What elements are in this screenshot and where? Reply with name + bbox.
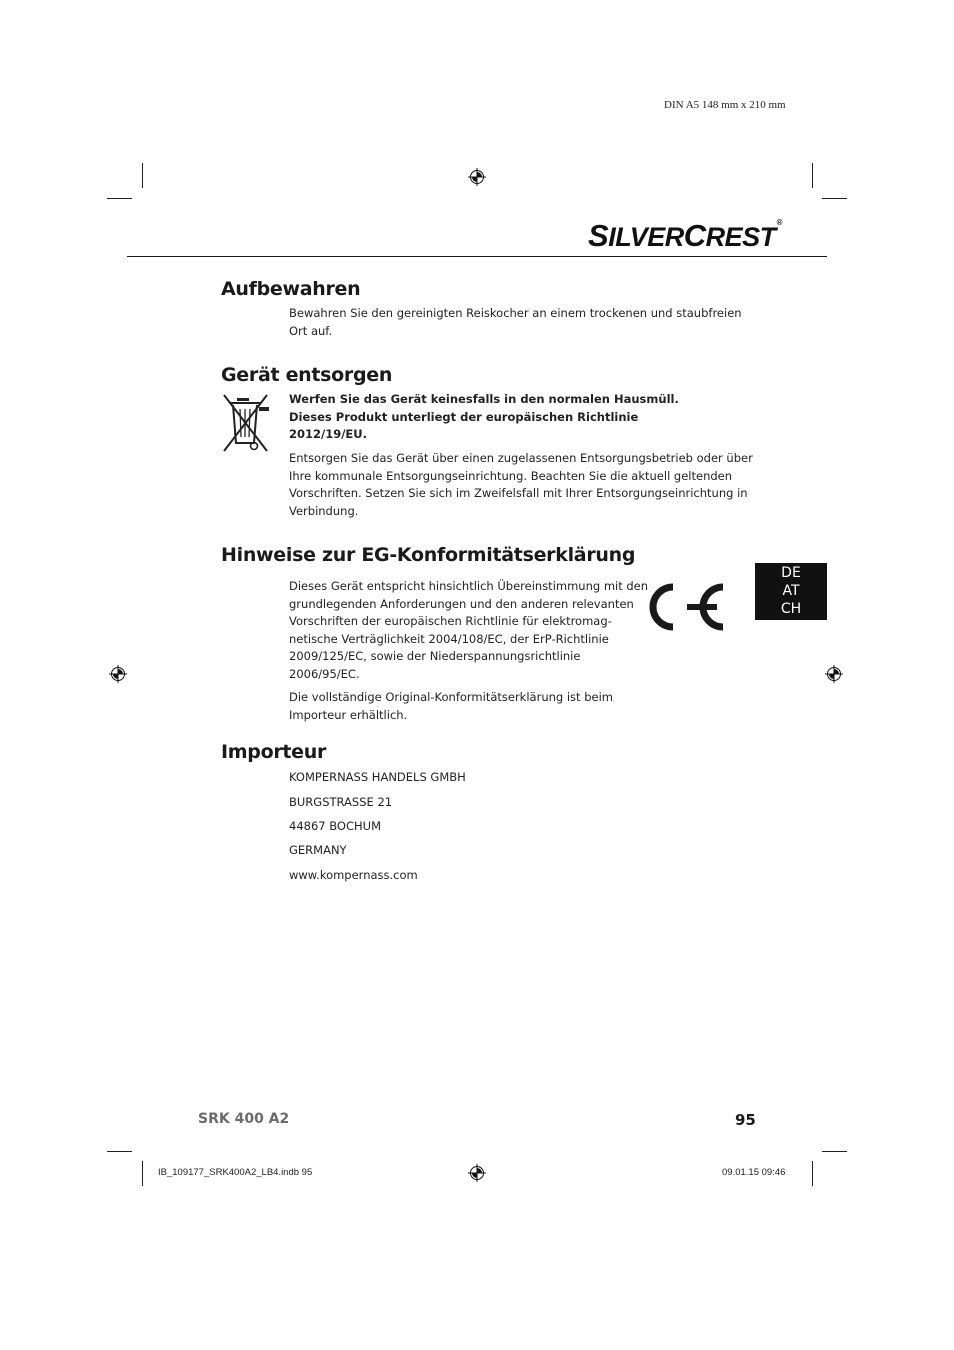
model-number: SRK 400 A2 bbox=[198, 1111, 290, 1127]
importer-name: KOMPERNASS HANDELS GMBH bbox=[289, 770, 466, 784]
page-number: 95 bbox=[735, 1111, 756, 1129]
crop-mark bbox=[107, 1151, 132, 1152]
crop-mark bbox=[107, 198, 132, 199]
crop-mark bbox=[812, 1161, 813, 1186]
slug-date-info: 09.01.15 09:46 bbox=[722, 1167, 786, 1178]
crop-mark bbox=[812, 163, 813, 188]
brand-logo: SILVERCREST® bbox=[588, 218, 783, 253]
registration-mark-icon bbox=[825, 665, 843, 683]
storage-text: Bewahren Sie den gereinigten Reiskocher an einem trockenen und staubfreien Ort auf. bbox=[289, 306, 742, 338]
crossed-out-wheelie-bin-icon bbox=[221, 393, 273, 453]
crop-mark bbox=[822, 1151, 847, 1152]
print-format-label: DIN A5 148 mm x 210 mm bbox=[664, 99, 786, 111]
section-heading-conformity: Hinweise zur EG-Konformitätserklärung bbox=[221, 544, 636, 566]
crop-mark bbox=[142, 163, 143, 188]
disposal-text: Entsorgen Sie das Gerät über einen zugelassenen Entsorgungsbetrieb oder über Ihre kommunale Entsorgungseinrichtung. Beachten Sie die aktuell geltenden Vorschriften. Setzen Sie sich im Zweifelsfall mit Ihrer Entsorgungseinrichtung in Verbindung. bbox=[289, 451, 753, 518]
crop-mark bbox=[142, 1161, 143, 1186]
disposal-warning: Werfen Sie das Gerät keinesfalls in den normalen Hausmüll. Dieses Produkt unterliegt der europäischen Richtlinie 2012/19/EU. bbox=[289, 392, 679, 442]
importer-city: 44867 BOCHUM bbox=[289, 819, 381, 833]
registration-mark-icon bbox=[109, 665, 127, 683]
section-heading-importer: Importeur bbox=[221, 741, 327, 763]
registration-mark-icon bbox=[468, 168, 486, 186]
crop-mark bbox=[822, 198, 847, 199]
section-heading-disposal: Gerät entsorgen bbox=[221, 364, 393, 386]
conformity-availability-text: Die vollständige Original-Konformitätserklärung ist beim Importeur erhältlich. bbox=[289, 690, 613, 722]
importer-website-link[interactable]: www.kompernass.com bbox=[289, 868, 418, 882]
header-rule bbox=[127, 256, 827, 257]
slug-file-info: IB_109177_SRK400A2_LB4.indb 95 bbox=[158, 1167, 313, 1178]
importer-street: BURGSTRASSE 21 bbox=[289, 795, 393, 809]
language-tab: DE AT CH bbox=[755, 563, 827, 620]
ce-mark-icon bbox=[631, 583, 728, 631]
section-heading-storage: Aufbewahren bbox=[221, 278, 361, 300]
conformity-text: Dieses Gerät entspricht hinsichtlich Übereinstimmung mit den grundlegenden Anforderungen und den anderen relevanten Vorschriften der europäischen Richtlinie für elektromag- netische Verträglichkeit 2004/108/EC, der ErP-Richtlinie 2009/125/EC, sowie der Niederspannungsrichtlinie 2006/95/EC. bbox=[289, 579, 649, 681]
importer-country: GERMANY bbox=[289, 843, 347, 857]
registration-mark-icon bbox=[468, 1164, 486, 1182]
